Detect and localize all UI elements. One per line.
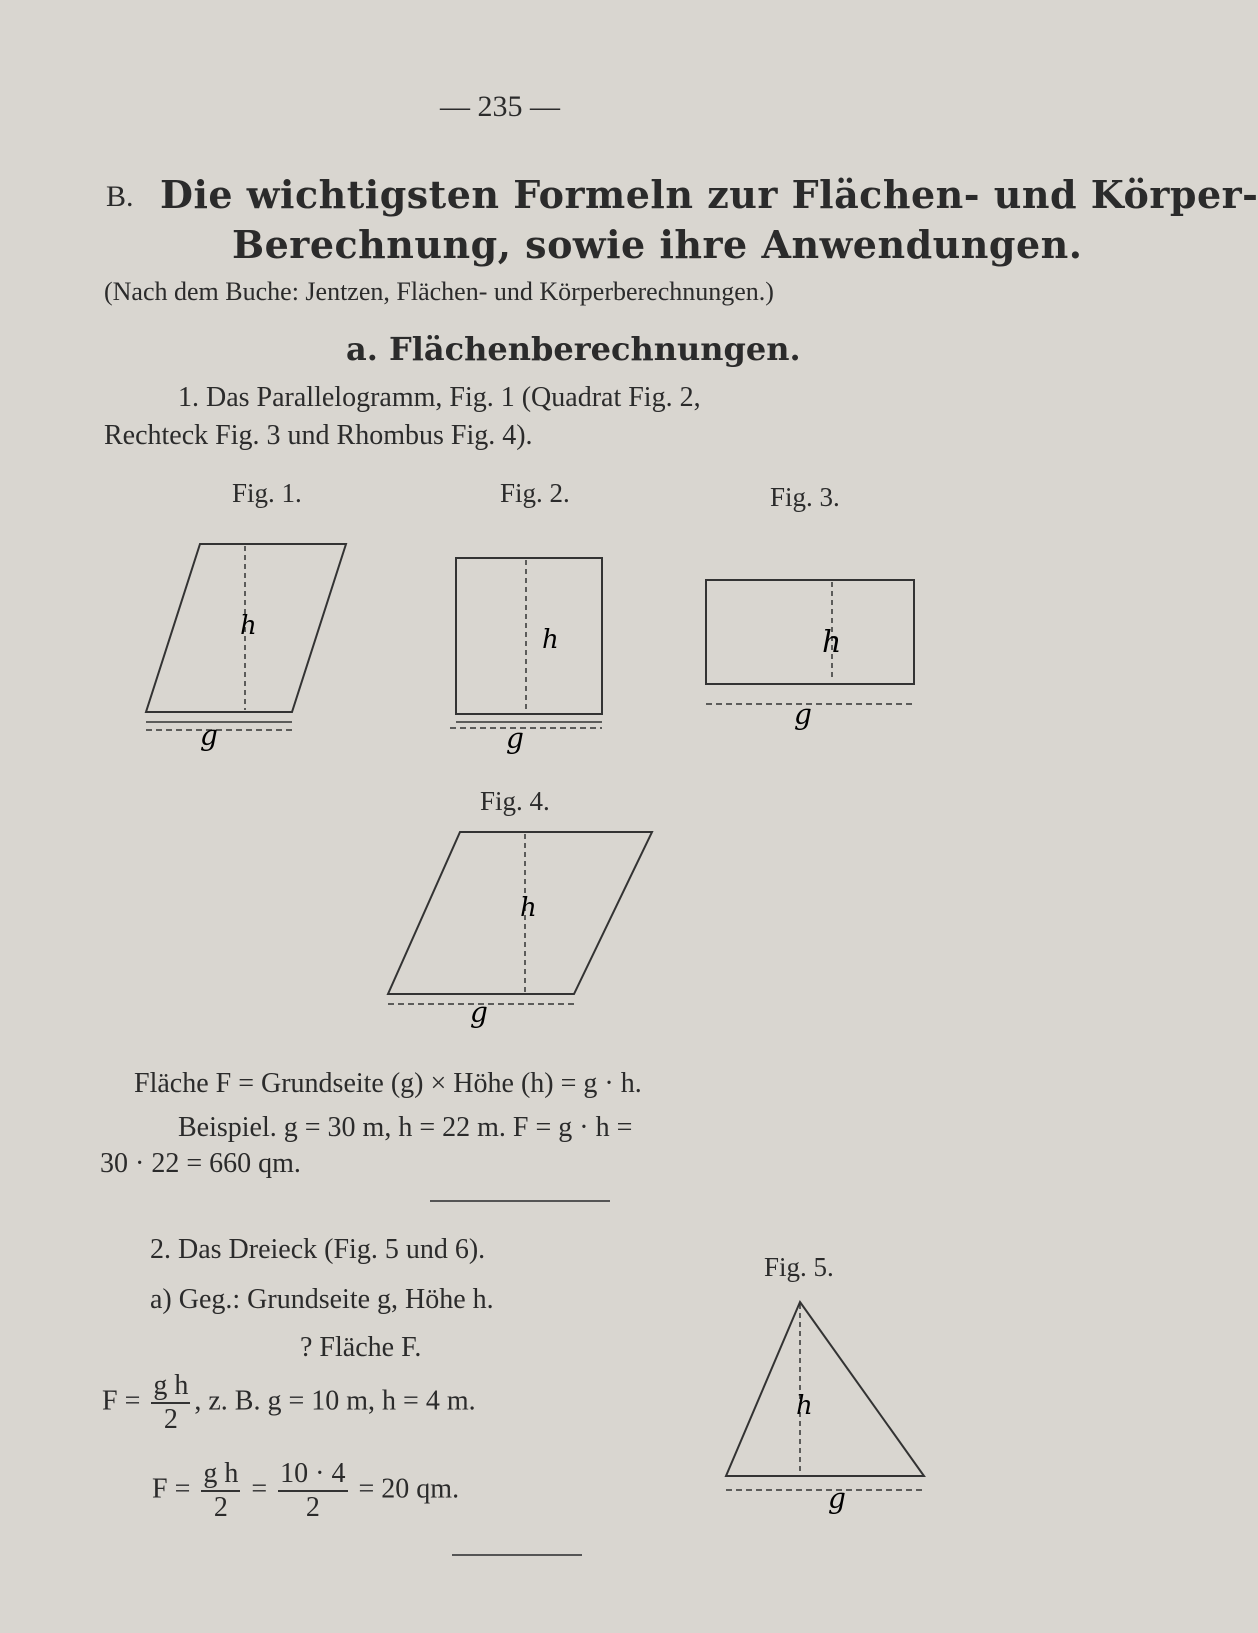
subsection-title: a. Flächenberechnungen. [346,330,801,368]
fig1-label: Fig. 1. [232,478,302,508]
item2-title: 2. Das Dreieck (Fig. 5 und 6). [150,1234,486,1265]
divider-2 [452,1554,582,1556]
formula-fraction [151,1370,190,1436]
calc-result: = 20 qm. [358,1473,460,1505]
section-title-line2: Berechnung, sowie ihre Anwendungen. [232,222,1083,267]
calc-fraction-1 [201,1458,240,1524]
fig5-h-label: h [796,1391,813,1421]
fig4-g-label: g [470,996,488,1029]
item1-line2: Rechteck Fig. 3 und Rhombus Fig. 4). [104,420,533,451]
section-title-line1: Die wichtigsten Formeln zur Flächen- und Körper- [160,172,1258,217]
page-number: — 235 — [440,90,560,123]
fig2-h-label: h [542,625,559,655]
example1-line2: 30 · 22 = 660 qm. [100,1148,301,1179]
fig5-label: Fig. 5. [764,1252,834,1282]
fig4-rhombus [380,826,660,1029]
formula-prefix: F = [102,1385,141,1417]
formula1: Fläche F = Grundseite (g) × Höhe (h) = g · h. [134,1068,642,1099]
example1-line1: Beispiel. g = 30 m, h = 22 m. F = g · h = [178,1112,633,1143]
fig4-label: Fig. 4. [480,786,550,816]
formula-suffix: , z. B. g = 10 m, h = 4 m. [194,1385,476,1417]
calc-numerator-2: 10 · 4 [278,1458,347,1492]
formula-denominator: 2 [163,1404,178,1435]
item2-given: a) Geg.: Grundseite g, Höhe h. [150,1284,494,1315]
fig1-g-label: g [200,719,218,752]
fig2-square [446,552,616,755]
fig4-h-label: h [520,893,537,923]
item1-line1: 1. Das Parallelogramm, Fig. 1 (Quadrat Fig. 2, [178,382,701,413]
calc-prefix: F = [152,1473,191,1505]
calc-denominator-1: 2 [213,1492,228,1523]
calc-equals: = [251,1473,268,1505]
item2-calculation [152,1458,459,1524]
calc-fraction-2 [278,1458,347,1524]
item2-formula [102,1370,476,1436]
section-letter: B. [106,180,134,213]
fig5-triangle [718,1296,938,1515]
divider-1 [430,1200,610,1202]
calc-denominator-2: 2 [305,1492,320,1523]
fig1-parallelogram [140,540,360,760]
formula-numerator: g h [151,1370,190,1404]
fig3-h-label: h [822,625,842,660]
calc-numerator-1: g h [201,1458,240,1492]
fig1-h-label: h [240,611,257,641]
fig5-g-label: g [828,1482,846,1515]
fig2-g-label: g [506,722,524,755]
item2-wanted: ? Fläche F. [300,1332,422,1363]
fig2-label: Fig. 2. [500,478,570,508]
fig3-rectangle [696,574,926,744]
section-source: (Nach dem Buche: Jentzen, Flächen- und Körperberechnungen.) [104,277,774,306]
fig3-label: Fig. 3. [770,482,840,512]
fig3-g-label: g [794,698,812,731]
